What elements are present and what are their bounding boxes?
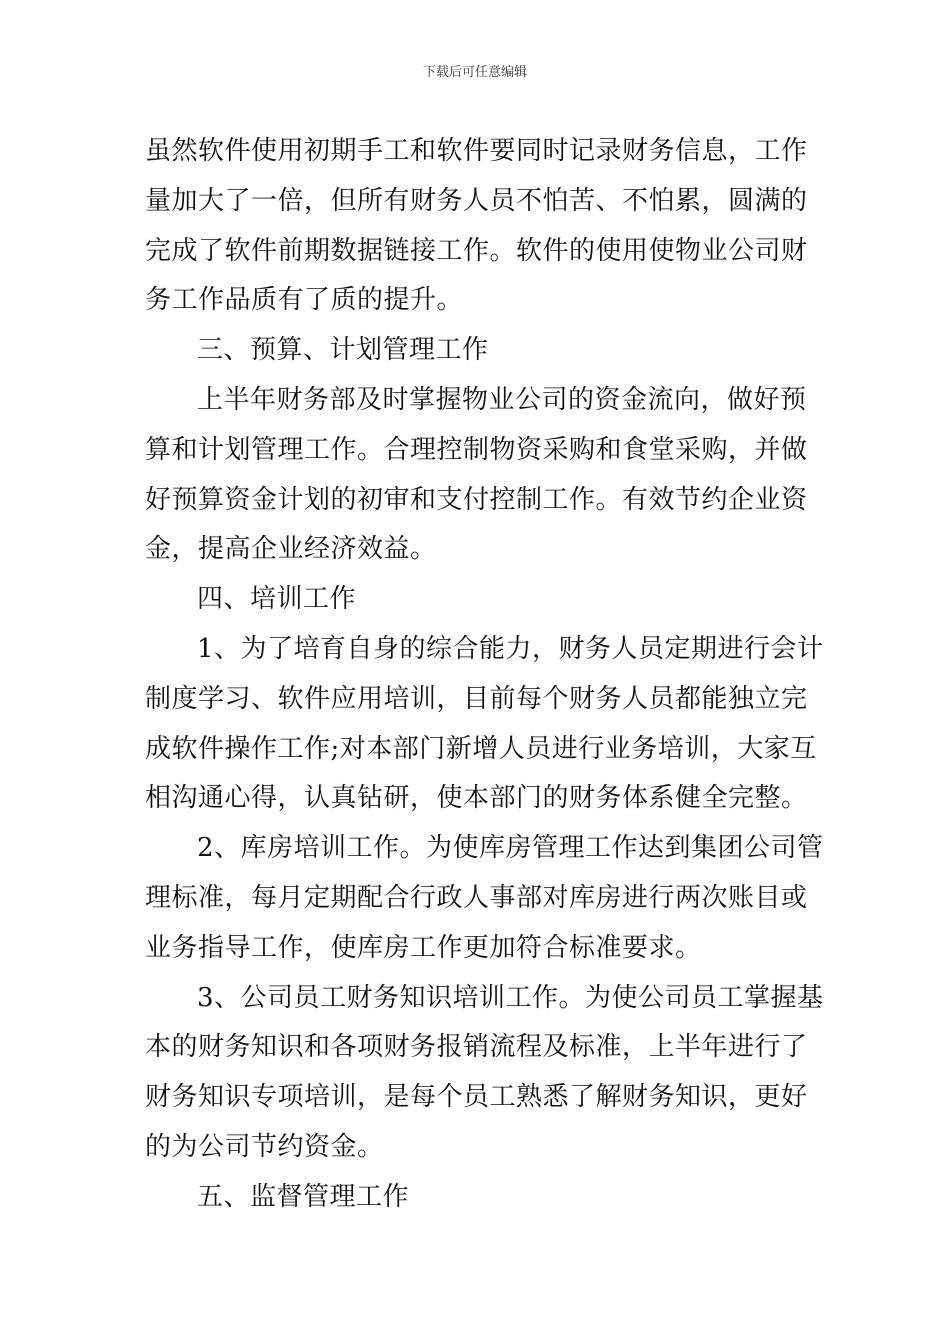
text-line: 上半年财务部及时掌握物业公司的资金流向，做好预 (197, 384, 807, 415)
text-line: 的为公司节约资金。 (145, 1131, 384, 1162)
text-line: 业务指导工作，使库房工作更加符合标准要求。 (145, 932, 702, 963)
text-line: 3、公司员工财务知识培训工作。为使公司员工掌握基 (197, 982, 824, 1013)
text-line: 算和计划管理工作。合理控制物资采购和食堂采购，并做 (145, 434, 808, 465)
text-line: 1、为了培育自身的综合能力，财务人员定期进行会计 (197, 633, 824, 664)
text-line: 相沟通心得，认真钻研，使本部门的财务体系健全完整。 (145, 783, 808, 814)
text-line: 理标准，每月定期配合行政人事部对库房进行两次账目或 (145, 882, 808, 913)
text-line: 本的财务知识和各项财务报销流程及标准，上半年进行了 (145, 1032, 808, 1063)
document-body (145, 127, 824, 1223)
section-heading: 四、培训工作 (197, 584, 357, 615)
text-line: 量加大了一倍，但所有财务人员不怕苦、不怕累，圆满的 (145, 185, 808, 216)
section-heading: 三、预算、计划管理工作 (197, 335, 489, 366)
text-line: 成软件操作工作;对本部门新增人员进行业务培训，大家互 (145, 733, 817, 764)
section-heading: 五、监督管理工作 (197, 1181, 410, 1212)
text-line: 完成了软件前期数据链接工作。软件的使用使物业公司财 (145, 235, 808, 266)
text-line: 2、库房培训工作。为使库房管理工作达到集团公司管 (197, 833, 824, 864)
text-line: 金，提高企业经济效益。 (145, 534, 437, 565)
page-header: 下载后可任意编辑 (422, 65, 527, 80)
text-line: 好预算资金计划的初审和支付控制工作。有效节约企业资 (145, 484, 808, 515)
text-line: 财务知识专项培训，是每个员工熟悉了解财务知识，更好 (145, 1082, 808, 1113)
text-line: 制度学习、软件应用培训，目前每个财务人员都能独立完 (145, 683, 808, 714)
text-line: 务工作品质有了质的提升。 (145, 285, 464, 316)
text-line: 虽然软件使用初期手工和软件要同时记录财务信息，工作 (145, 136, 808, 166)
